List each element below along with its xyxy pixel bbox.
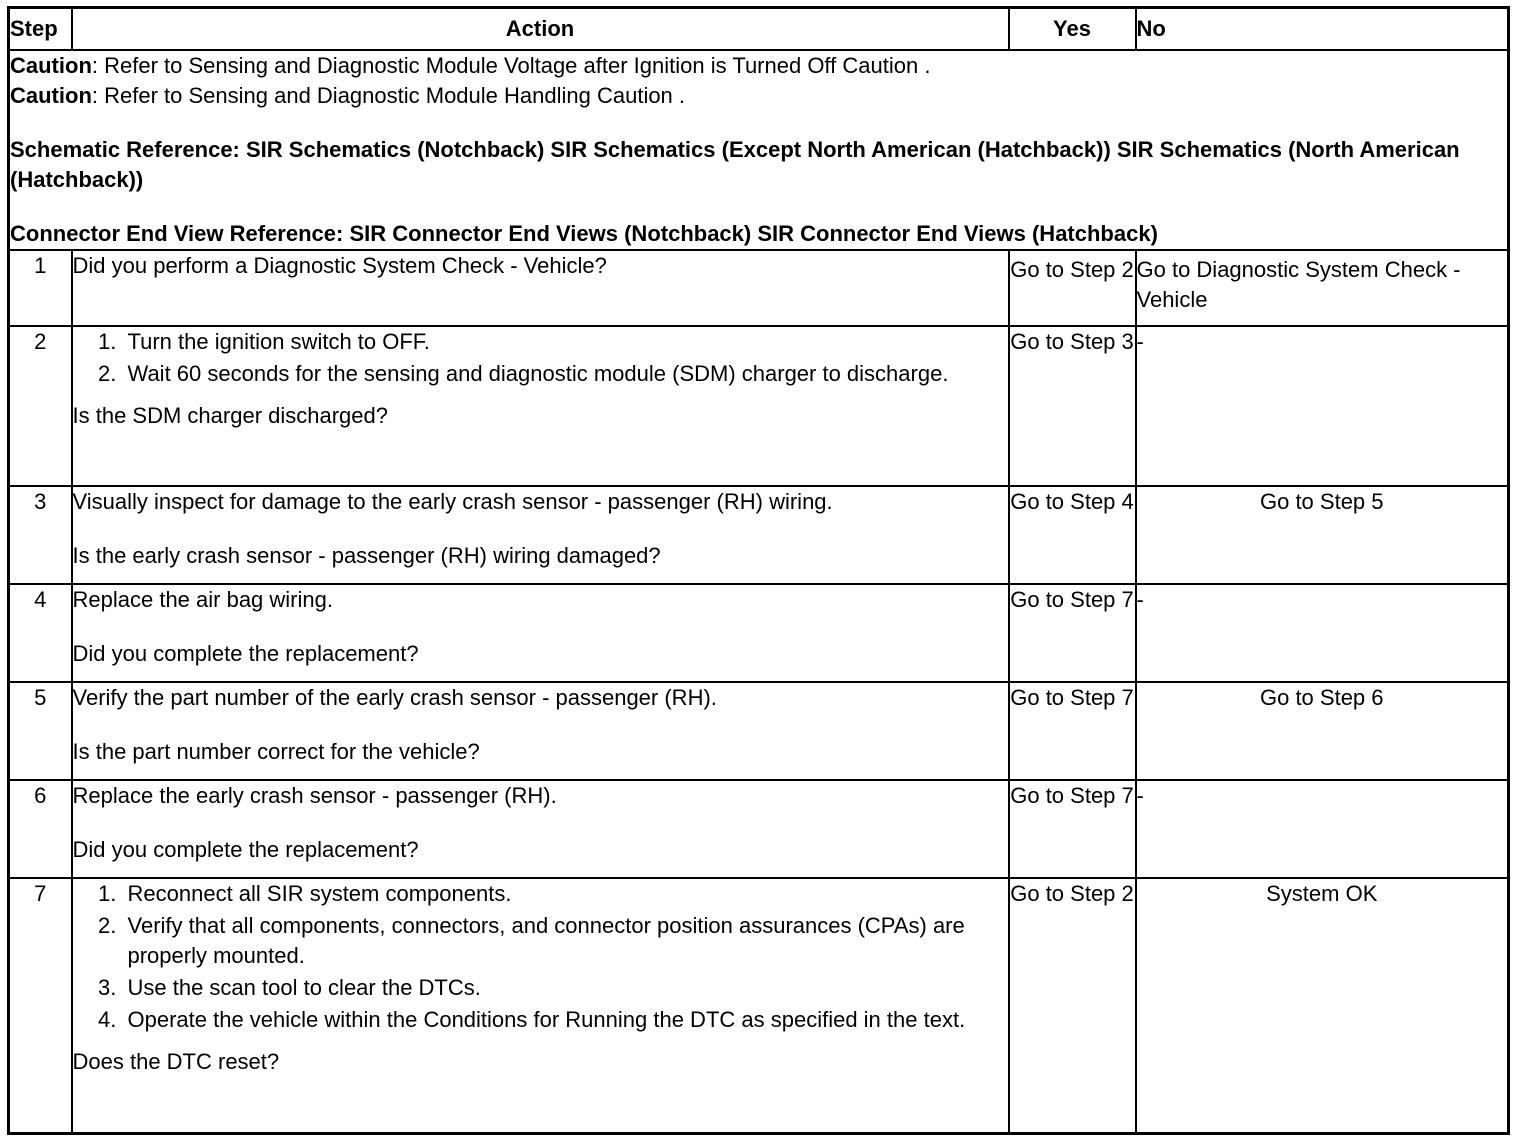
connector-text: SIR Connector End Views (Notchback) SIR Connector End Views (Hatchback) — [343, 221, 1158, 246]
step-yes: Go to Step 7 — [1009, 682, 1136, 780]
schematic-text: SIR Schematics (Notchback) SIR Schematics (Except North American (Hatchback)) SIR Schematics (North American (Hatchback)) — [10, 137, 1460, 192]
references-row — [9, 50, 1509, 250]
step-no: Go to Diagnostic System Check - Vehicle — [1136, 250, 1509, 326]
header-yes: Yes — [1009, 8, 1136, 51]
step-yes: Go to Step 2 — [1009, 878, 1136, 1134]
action-text: Replace the early crash sensor - passenger (RH). — [72, 783, 557, 808]
caution-label-2: Caution — [10, 83, 92, 108]
step-yes: Go to Step 7 — [1009, 584, 1136, 682]
list-item: 3. Use the scan tool to clear the DTCs. — [123, 973, 1008, 1003]
step-no: - — [1136, 584, 1509, 682]
step-action — [72, 878, 1009, 1134]
action-text: Verify the part number of the early crash sensor - passenger (RH). — [72, 685, 717, 710]
step-no: System OK — [1136, 878, 1509, 1134]
step-no: Go to Step 5 — [1136, 486, 1509, 584]
step-no: Go to Step 6 — [1136, 682, 1509, 780]
table-row — [9, 250, 1509, 326]
action-question: Is the SDM charger discharged? — [72, 403, 388, 428]
action-text: Replace the air bag wiring. — [72, 587, 333, 612]
action-list — [73, 327, 1008, 389]
table-header-row — [9, 8, 1509, 51]
table-row — [9, 878, 1509, 1134]
list-item: 2. Verify that all components, connectors, and connector position assurances (CPAs) are properly mounted. — [123, 911, 1008, 971]
action-question: Is the part number correct for the vehicle? — [72, 739, 480, 764]
caution-label-1: Caution — [10, 53, 92, 78]
table-row — [9, 682, 1509, 780]
header-no: No — [1136, 8, 1509, 51]
step-yes: Go to Step 3 — [1009, 326, 1136, 486]
caution-text-2: : Refer to Sensing and Diagnostic Module Handling Caution . — [91, 83, 686, 108]
list-item: 2. Wait 60 seconds for the sensing and diagnostic module (SDM) charger to discharge. — [123, 359, 1008, 389]
list-item: 4. Operate the vehicle within the Conditions for Running the DTC as specified in the text. — [123, 1005, 1008, 1035]
connector-reference — [10, 219, 1507, 249]
list-item: 1. Turn the ignition switch to OFF. — [123, 327, 1008, 357]
schematic-label: Schematic Reference: — [10, 137, 240, 162]
step-number: 3 — [9, 486, 72, 584]
table-row — [9, 326, 1509, 486]
connector-label: Connector End View Reference: — [10, 221, 344, 246]
step-action — [72, 780, 1009, 878]
step-action — [72, 250, 1009, 326]
step-number: 4 — [9, 584, 72, 682]
step-number: 7 — [9, 878, 72, 1134]
step-number: 6 — [9, 780, 72, 878]
table-row — [9, 486, 1509, 584]
action-question: Did you complete the replacement? — [72, 641, 419, 666]
caution-line-2 — [10, 81, 1507, 111]
table-row — [9, 584, 1509, 682]
diagnostic-table — [7, 6, 1510, 1135]
step-number: 1 — [9, 250, 72, 326]
step-yes: Go to Step 4 — [1009, 486, 1136, 584]
header-action: Action — [72, 8, 1009, 51]
step-yes: Go to Step 7 — [1009, 780, 1136, 878]
list-item: 1. Reconnect all SIR system components. — [123, 879, 1008, 909]
caution-line-1 — [10, 51, 1507, 81]
step-number: 2 — [9, 326, 72, 486]
action-question: Did you complete the replacement? — [72, 837, 419, 862]
action-list — [73, 879, 1008, 1035]
step-action — [72, 584, 1009, 682]
step-no: - — [1136, 326, 1509, 486]
action-text: Did you perform a Diagnostic System Check - Vehicle? — [72, 253, 607, 278]
action-question: Is the early crash sensor - passenger (RH) wiring damaged? — [72, 543, 661, 568]
schematic-reference — [10, 135, 1507, 195]
step-number: 5 — [9, 682, 72, 780]
caution-text-1: : Refer to Sensing and Diagnostic Module Voltage after Ignition is Turned Off Caution . — [91, 53, 931, 78]
step-action — [72, 682, 1009, 780]
step-no: - — [1136, 780, 1509, 878]
header-step: Step — [9, 8, 72, 51]
references-cell — [9, 50, 1509, 250]
table-row — [9, 780, 1509, 878]
step-action — [72, 486, 1009, 584]
step-yes: Go to Step 2 — [1009, 250, 1136, 326]
action-text: Visually inspect for damage to the early crash sensor - passenger (RH) wiring. — [72, 489, 833, 514]
step-action — [72, 326, 1009, 486]
action-question: Does the DTC reset? — [72, 1049, 280, 1074]
